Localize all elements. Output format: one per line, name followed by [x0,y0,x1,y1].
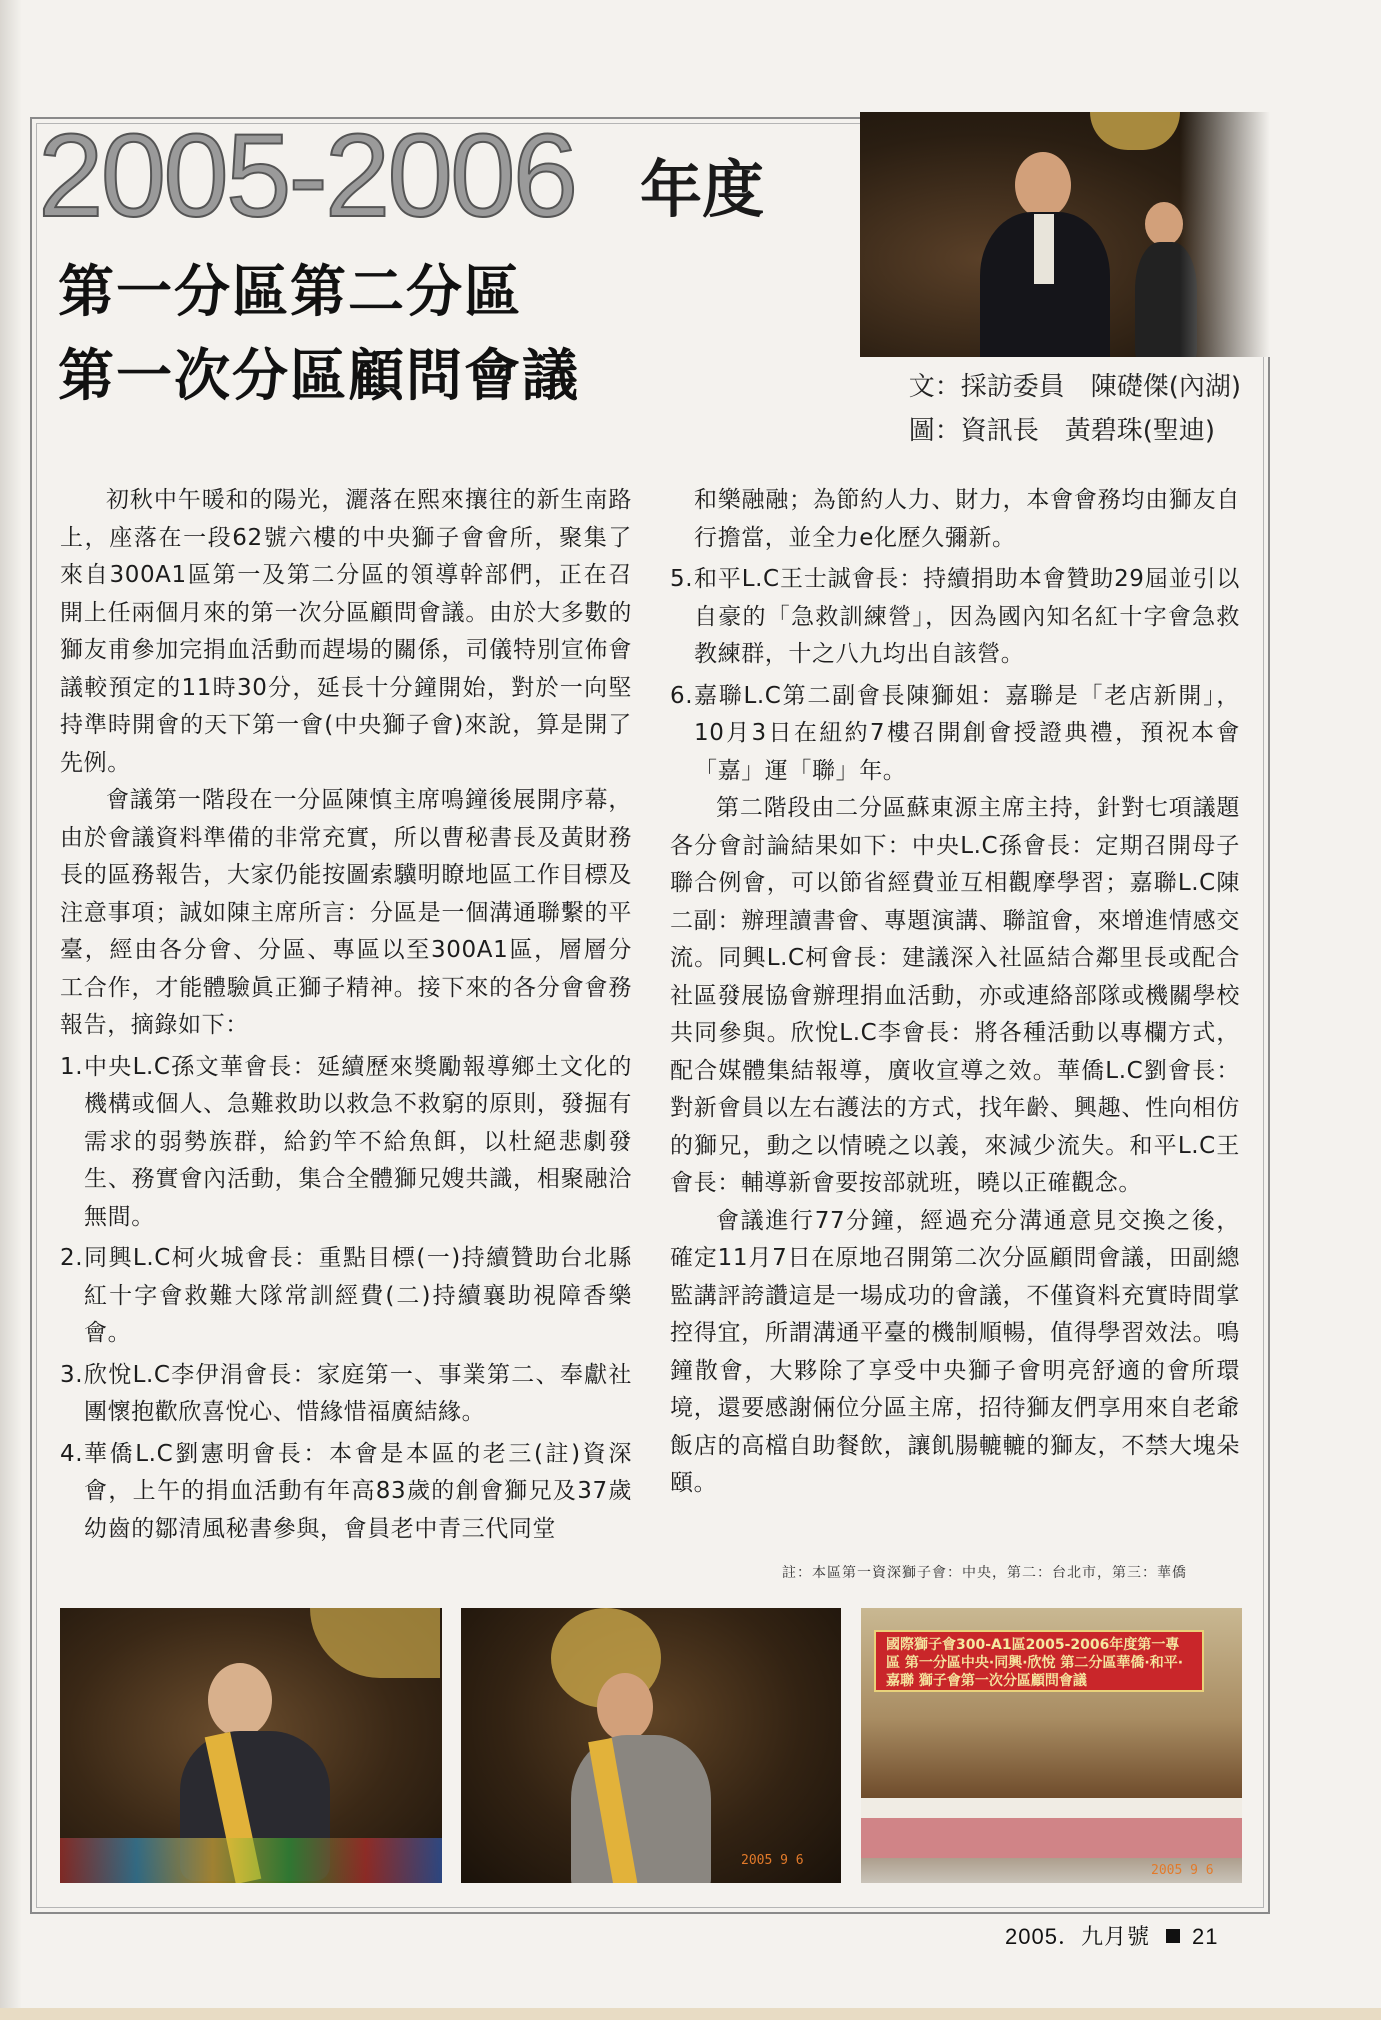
list-item [670,678,1240,791]
photo-member-speaking [461,1608,841,1883]
date-stamp: 2005 9 6 [1151,1863,1214,1878]
byline [909,365,1241,453]
year-suffix: 年度 [640,153,765,226]
list-text: 同興L.C柯火城會長：重點目標(一)持續贊助台北縣紅十字會救難大隊常訓經費(二)持續襄助視障香樂會。 [84,1245,632,1346]
list-number: 4. [60,1440,84,1467]
speaker-photo [860,112,1270,357]
article-column-left [60,482,632,1548]
article-column-right [670,482,1240,1503]
event-banner: 國際獅子會300-A1區2005-2006年度第一專區 第一分區中央·同興·欣悅 第二分區華僑·和平·嘉聯 獅子會第一次分區顧問會議 [874,1630,1204,1692]
list-text: 華僑L.C劉憲明會長：本會是本區的老三(註)資深會，上午的捐血活動有年高83歲的創會獅兄及37歲幼齒的鄒清風秘書參與，會員老中青三代同堂 [84,1440,632,1542]
paragraph: 會議第一階段在一分區陳慎主席鳴鐘後展開序幕，由於會議資料準備的非常充實，所以曹秘書長及黃財務長的區務報告，大家仍能按圖索驥明瞭地區工作目標及注意事項；誠如陳主席所言：分區是一個溝通聯繫的平臺，經由各分會、分區、專區以至300A1區，層層分工合作，才能體驗眞正獅子精神。接下來的各分會會務報告，摘錄如下： [60,787,632,1038]
list-number: 5. [670,566,694,592]
list-continuation: 和樂融融；為節約人力、財力，本會會務均由獅友自行擔當，並全力e化歷久彌新。 [694,487,1240,551]
page-number: 21 [1191,1924,1219,1949]
list-text: 和平L.C王士誠會長：持續捐助本會贊助29屆並引以自豪的「急救訓練營」，因為國內知名紅十字會急救教練群，十之八九均出自該營。 [694,566,1240,667]
list-number: 1. [60,1053,84,1080]
year-title: 2005-2006 [38,110,576,242]
paragraph: 會議進行77分鐘，經過充分溝通意見交換之後，確定11月7日在原地召開第二次分區顧問會議，田副總監講評誇讚這是一場成功的會議，不僅資料充實時間掌控得宜，所謂溝通平臺的機制順暢，值得學習效法。鳴鐘散會，大夥除了享受中央獅子會明亮舒適的會所環境，還要感謝倆位分區主席，招待獅友們享用來自老爺飯店的高檔自助餐飲，讓飢腸轆轆的獅友，不禁大塊朵頤。 [670,1207,1240,1496]
page-bottom-edge [0,2008,1381,2020]
list-item [60,1240,632,1353]
page-binding-edge [0,0,22,2020]
headline-line-2: 第一次分區顧問會議 [58,344,580,409]
footnote: 註：本區第一資深獅子會：中央，第二：台北市，第三：華僑 [782,1565,1187,1581]
list-number: 3. [60,1361,84,1388]
list-text: 嘉聯L.C第二副會長陳獅姐：嘉聯是「老店新開」，10月3日在紐約7樓召開創會授證典禮，預祝本會「嘉」運「聯」年。 [694,682,1240,784]
folio [1005,1920,1218,1951]
list-number: 2. [60,1245,84,1271]
writer-credit: 文：採訪委員 陳礎傑(內湖) [908,372,1241,402]
list-item [670,561,1240,674]
issue-label: 2005．九月號 [1005,1924,1150,1949]
folio-square-icon [1166,1929,1180,1943]
photo-president-speaking [60,1608,442,1883]
list-item [60,1357,632,1432]
list-item [60,1049,632,1237]
date-stamp: 2005 9 6 [741,1853,804,1868]
list-item [60,1436,632,1549]
list-text: 欣悅L.C李伊涓會長：家庭第一、事業第二、奉獻社團懷抱歡欣喜悅心、惜緣惜福廣結緣。 [84,1361,632,1425]
list-text: 中央L.C孫文華會長：延續歷來獎勵報導鄉土文化的機構或個人、急難救助以救急不救窮的原則，發掘有需求的弱勢族群，給釣竿不給魚餌，以杜絕悲劇發生、務實會內活動，集合全體獅兄嫂共識，相聚融洽無間。 [84,1053,632,1230]
list-number: 6. [670,682,694,709]
paragraph: 第二階段由二分區蘇東源主席主持，針對七項議題各分會討論結果如下：中央L.C孫會長：定期召開母子聯合例會，可以節省經費並互相觀摩學習；嘉聯L.C陳二副：辦理讀書會、專題演講、聯誼會，來增進情感交流。同興L.C柯會長：建議深入社區結合鄰里長或配合社區發展協會辦理捐血活動，亦或連絡部隊或機關學校共同參與。欣悅L.C李會長：將各種活動以專欄方式，配合媒體集結報導，廣收宣導之效。華僑L.C劉會長：對新會員以左右護法的方式，找年齡、興趣、性向相仿的獅兄，動之以情曉之以義，來減少流失。和平L.C王會長：輔導新會要按部就班，曉以正確觀念。 [670,795,1240,1196]
paragraph: 初秋中午暖和的陽光，灑落在熙來攘往的新生南路上，座落在一段62號六樓的中央獅子會會所，聚集了來自300A1區第一及第二分區的領導幹部們，正在召開上任兩個月來的第一次分區顧問會議。由於大多數的獅友甫參加完捐血活動而趕場的關係，司儀特別宣佈會議較預定的11時30分，延長十分鐘開始，對於一向堅持準時開會的天下第一會(中央獅子會)來說，算是開了先例。 [60,487,632,776]
photo-credit: 圖：資訊長 黃碧珠(聖迪) [908,416,1215,446]
headline-line-1: 第一分區第二分區 [58,260,522,325]
